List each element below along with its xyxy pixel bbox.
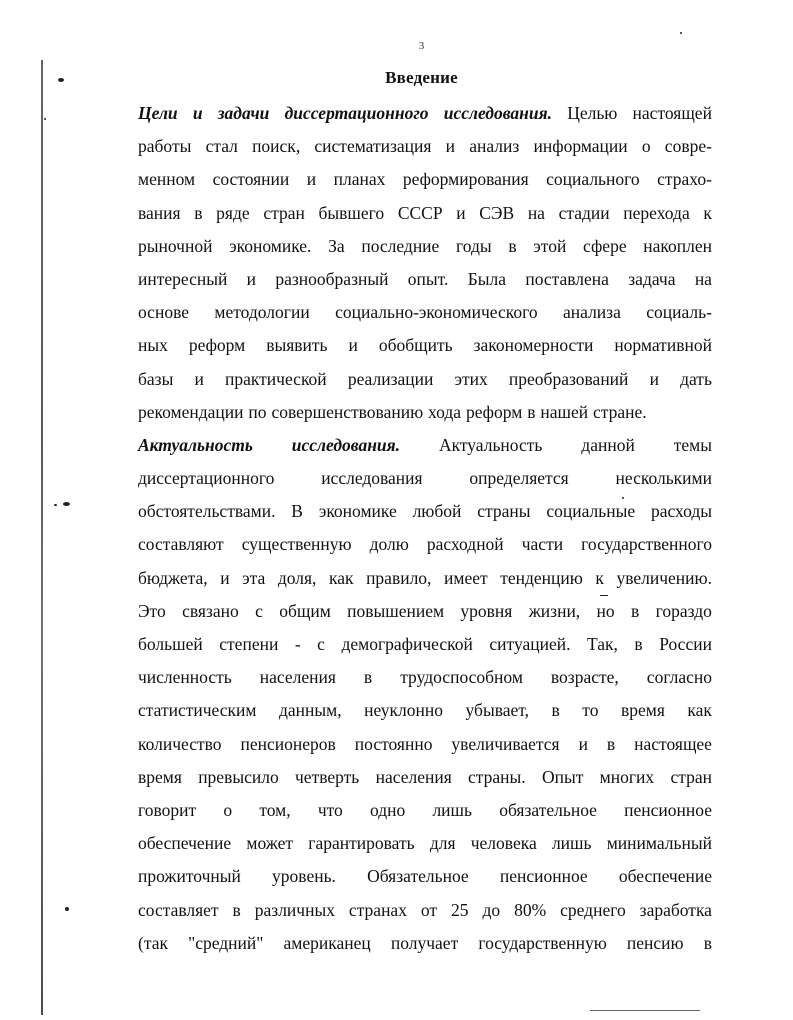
text-line: [138, 661, 712, 694]
word: многих: [599, 766, 655, 787]
word: любой: [412, 501, 462, 522]
word: в: [634, 634, 643, 654]
word: расходы: [650, 501, 712, 522]
word: расходной: [426, 534, 504, 555]
word: и: [445, 136, 456, 157]
word: до: [482, 899, 501, 920]
word: разнообразный: [275, 268, 389, 289]
word: Была: [467, 268, 507, 289]
word: прожиточный: [138, 866, 241, 887]
word: систематизация: [314, 136, 432, 157]
word: социальные: [546, 501, 636, 522]
scan-speck: [65, 907, 69, 911]
word: возрасте,: [550, 667, 619, 688]
word: интересный: [138, 268, 228, 289]
word: обстоятельствами.: [138, 501, 276, 522]
word: выявить: [266, 335, 328, 356]
word: обобщить: [378, 335, 453, 356]
word: сфере: [582, 235, 627, 256]
word: 80%: [514, 899, 547, 920]
word: вания: [138, 202, 181, 223]
word: ряде: [216, 202, 250, 223]
word: в: [363, 667, 373, 688]
word: том,: [259, 799, 291, 820]
word: американец: [283, 932, 371, 953]
word: населения: [259, 667, 336, 688]
word: к: [703, 202, 712, 223]
word: диссертационного: [138, 468, 275, 489]
word: составляют: [138, 534, 224, 555]
word: настоящей: [632, 103, 712, 123]
word: -: [294, 634, 301, 654]
word: но: [596, 600, 615, 621]
text-line: [138, 296, 712, 329]
word: социально-экономического: [335, 302, 538, 323]
text-line: [138, 230, 712, 263]
word: неуклонно: [364, 700, 444, 721]
word: на: [694, 268, 712, 289]
text-line: [138, 595, 712, 628]
word: правило,: [366, 567, 432, 588]
word: и: [348, 335, 358, 356]
text-line: [138, 694, 712, 727]
word: дать: [680, 368, 712, 389]
word: поставлена: [525, 268, 609, 289]
text-line: [138, 860, 712, 893]
word: в: [194, 202, 203, 223]
word: социального: [546, 169, 640, 190]
word: в: [527, 401, 536, 422]
text-line: [138, 628, 712, 661]
word: превысило: [198, 766, 279, 787]
word: рекомендации: [138, 401, 244, 422]
word: и: [220, 567, 230, 588]
word: в: [508, 235, 517, 256]
word: среднего: [560, 899, 626, 920]
word: социаль-: [646, 302, 712, 323]
word: Это: [138, 600, 166, 621]
word: страны.: [468, 766, 526, 787]
text-line: [138, 429, 712, 462]
word: части: [521, 534, 564, 555]
word: реформ: [465, 401, 523, 422]
text-line: [138, 462, 712, 495]
word: СССР: [397, 202, 443, 223]
word: время: [138, 766, 182, 787]
word: анализа: [563, 302, 621, 323]
word: Целью: [567, 103, 618, 123]
word: по: [248, 401, 267, 422]
word: планах: [333, 169, 386, 190]
word: гарантировать: [308, 833, 415, 854]
word: трудоспособном: [400, 667, 523, 688]
word: связано: [182, 600, 239, 621]
section-heading: Введение: [385, 68, 458, 87]
text-line: [138, 263, 712, 296]
word: исследования: [321, 468, 423, 489]
text-line: [138, 794, 712, 827]
word: практической: [225, 368, 327, 389]
word: большей: [138, 634, 203, 654]
word: постоянно: [354, 733, 433, 754]
word: к: [595, 567, 604, 588]
word: статистическим: [138, 700, 257, 721]
word: стран: [263, 202, 305, 223]
word: закономерности: [473, 335, 594, 356]
text-line: [138, 927, 712, 960]
word: анализ: [469, 136, 520, 157]
text-line: [138, 197, 712, 230]
word: данной: [581, 434, 635, 455]
word: задача: [628, 268, 676, 289]
word: Опыт: [541, 766, 584, 787]
word: России: [659, 634, 712, 654]
word: бывшего: [318, 202, 385, 223]
word: определяется: [469, 468, 569, 489]
emphasis-word: Актуальность: [138, 434, 253, 455]
word: этой: [533, 235, 567, 256]
word: совре-: [664, 136, 712, 157]
word: составляет: [138, 899, 219, 920]
text-line: [138, 728, 712, 761]
text-line: [138, 130, 712, 163]
word: четверть: [295, 766, 360, 787]
word: заработка: [639, 899, 712, 920]
scan-speck: [44, 118, 46, 120]
word: менном: [138, 169, 196, 190]
word: последние: [361, 235, 440, 256]
word: этих: [454, 368, 488, 389]
word: нашей: [540, 401, 589, 422]
word: численность: [138, 667, 232, 688]
word: страны: [477, 501, 531, 522]
word: населения: [375, 766, 452, 787]
word: обязательное: [499, 799, 597, 820]
word: может: [246, 833, 294, 854]
word: существенную: [241, 534, 352, 555]
text-line: [138, 827, 712, 860]
word: в: [703, 932, 712, 953]
word: рыночной: [138, 235, 213, 256]
scan-speck: [63, 502, 70, 506]
word: жизни,: [528, 600, 581, 621]
word: хода: [428, 401, 462, 422]
word: перехода: [623, 202, 690, 223]
scan-speck: [680, 32, 682, 34]
word: реформ: [188, 335, 246, 356]
word: человека: [470, 833, 537, 854]
word: гораздо: [655, 600, 712, 621]
text-line: [138, 396, 712, 429]
word: что: [317, 799, 343, 820]
word: (так: [138, 932, 168, 953]
word: и: [306, 169, 317, 190]
word: уровень.: [272, 866, 336, 887]
word: Актуальность: [438, 434, 543, 455]
word: демографической: [341, 634, 473, 654]
text-line: [138, 363, 712, 396]
word: СЭВ: [479, 202, 515, 223]
word: состоянии: [212, 169, 290, 190]
word: ных: [138, 335, 168, 356]
word: настоящее: [634, 733, 712, 754]
word: и: [456, 202, 466, 223]
emphasis-word: диссертационного: [284, 103, 429, 123]
word: с: [317, 634, 325, 654]
scan-margin-line: [41, 60, 43, 1015]
scan-bottom-dash: [590, 1010, 700, 1011]
word: страхо-: [657, 169, 712, 190]
word: Так,: [586, 634, 618, 654]
word: количество: [138, 733, 222, 754]
emphasis-word: исследования.: [443, 103, 553, 123]
word: убывает,: [465, 700, 529, 721]
word: данным,: [278, 700, 342, 721]
word: лишь: [551, 833, 592, 854]
word: стал: [205, 136, 238, 157]
word: согласно: [646, 667, 712, 688]
word: степени: [219, 634, 279, 654]
word: обеспечение: [138, 833, 232, 854]
word: одно: [369, 799, 406, 820]
word: и: [649, 368, 659, 389]
word: пенсионное: [499, 866, 588, 887]
word: пенсию: [626, 932, 684, 953]
word: для: [429, 833, 456, 854]
word: преобразований: [508, 368, 629, 389]
word: от: [420, 899, 438, 920]
word: накоплен: [643, 235, 712, 256]
word: и: [578, 733, 588, 754]
word: в: [232, 899, 241, 920]
word: государственного: [581, 534, 712, 555]
text-line: [138, 495, 712, 528]
word: "средний": [188, 932, 264, 953]
word: 25: [451, 899, 469, 920]
word: уровня: [460, 600, 513, 621]
word: информации: [533, 136, 628, 157]
text-line: [138, 528, 712, 561]
word: минимальный: [606, 833, 712, 854]
word: бюджета,: [138, 567, 208, 588]
word: увеличивается: [451, 733, 560, 754]
word: лишь: [432, 799, 473, 820]
word: имеет: [444, 567, 488, 588]
text-line: [138, 894, 712, 927]
word: темы: [673, 434, 712, 455]
word: совершенствованию: [271, 401, 424, 422]
emphasis-word: Цели: [138, 103, 178, 123]
word: стадии: [558, 202, 610, 223]
word: на: [527, 202, 545, 223]
word: увеличению.: [616, 567, 712, 588]
word: доля,: [277, 567, 317, 588]
word: то: [582, 700, 599, 721]
word: В: [291, 501, 303, 522]
word: говорит: [138, 799, 197, 820]
word: в: [606, 733, 616, 754]
scan-speck: [54, 504, 57, 506]
word: получает: [390, 932, 459, 953]
word: несколькими: [615, 468, 712, 489]
word: о: [223, 799, 233, 820]
text-line: [138, 163, 712, 196]
text-line: [138, 329, 712, 362]
word: время: [620, 700, 665, 721]
word: странах: [348, 899, 407, 920]
word: методологии: [214, 302, 310, 323]
word: и: [246, 268, 257, 289]
word: базы: [138, 368, 174, 389]
body-text: [138, 97, 712, 960]
word: как: [328, 567, 354, 588]
word: эта: [242, 567, 266, 588]
word: основе: [138, 302, 189, 323]
word: Обязательное: [367, 866, 469, 887]
word: пенсионное: [624, 799, 712, 820]
word: поиск,: [252, 136, 301, 157]
word: стране.: [593, 401, 647, 422]
text-line: [138, 761, 712, 794]
word: стран: [670, 766, 712, 787]
word: и: [194, 368, 204, 389]
word: повышением: [347, 600, 445, 621]
page-number: 3: [418, 40, 425, 52]
word: тенденцию: [500, 567, 583, 588]
word: реализации: [347, 368, 434, 389]
word: в: [631, 600, 640, 621]
text-line: [138, 97, 712, 130]
word: годы: [456, 235, 492, 256]
word: общим: [279, 600, 331, 621]
word: экономике: [318, 501, 397, 522]
emphasis-word: и: [192, 103, 203, 123]
emphasis-word: исследования.: [291, 434, 401, 455]
word: реформирования: [402, 169, 529, 190]
word: в: [551, 700, 560, 721]
word: опыт.: [407, 268, 449, 289]
word: долю: [369, 534, 409, 555]
word: экономике.: [229, 235, 312, 256]
word: работы: [138, 136, 192, 157]
emphasis-word: задачи: [217, 103, 270, 123]
word: различных: [254, 899, 335, 920]
word: ситуацией.: [489, 634, 571, 654]
word: о: [641, 136, 651, 157]
word: пенсионеров: [240, 733, 336, 754]
word: государственную: [478, 932, 607, 953]
text-line: [138, 562, 712, 595]
word: нормативной: [614, 335, 712, 356]
word: как: [687, 700, 712, 721]
word: с: [255, 600, 263, 621]
word: За: [328, 235, 345, 256]
word: обеспечение: [618, 866, 712, 887]
